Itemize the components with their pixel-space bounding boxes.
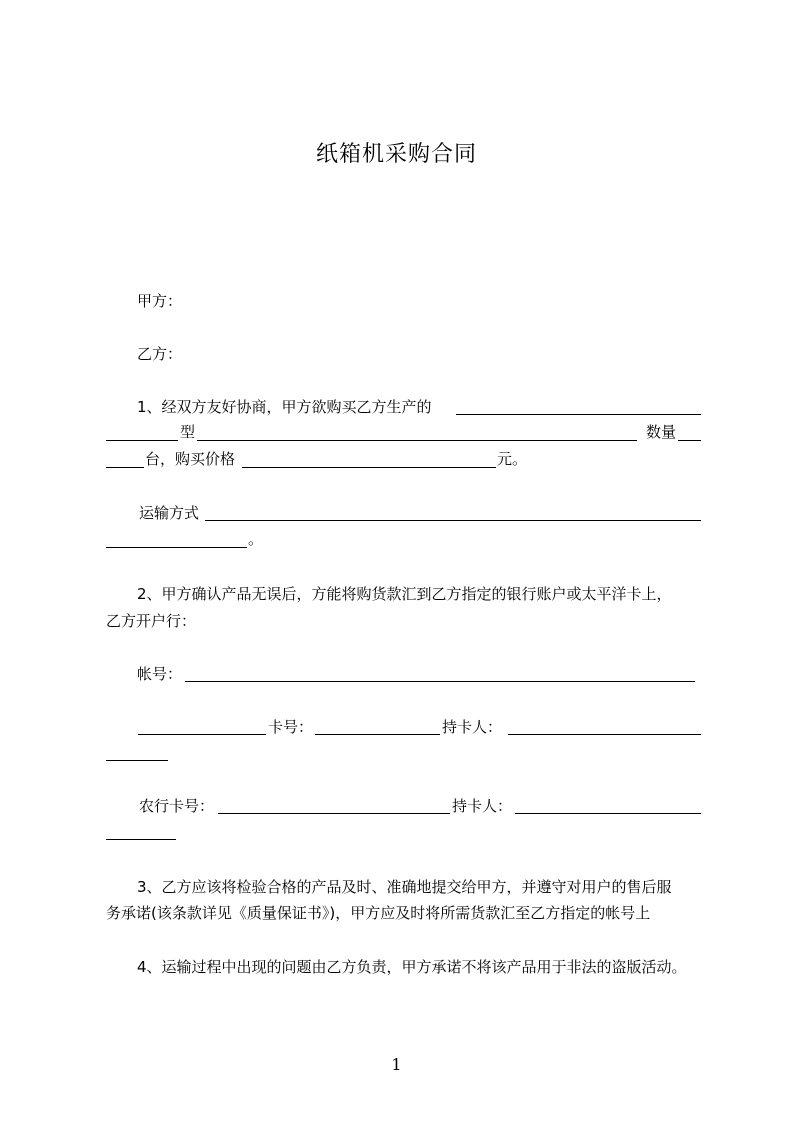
card-holder-blank-part1[interactable] bbox=[508, 734, 701, 735]
party-b-label: 乙方： bbox=[137, 345, 183, 363]
model-label: 型 bbox=[180, 423, 196, 441]
party-a-label: 甲方： bbox=[137, 292, 183, 310]
abc-card-number-blank[interactable] bbox=[218, 813, 450, 814]
quantity-blank-part2[interactable] bbox=[106, 467, 144, 468]
clause2-line2: 乙方开户行： bbox=[106, 612, 197, 630]
contract-title: 纸箱机采购合同 bbox=[315, 142, 477, 167]
account-blank[interactable] bbox=[185, 681, 695, 682]
price-blank[interactable] bbox=[242, 467, 496, 468]
quantity-label: 数量 bbox=[646, 423, 677, 441]
transport-blank-part1[interactable] bbox=[205, 520, 701, 521]
clause3-line2: 务承诺(该条款详见《质量保证书》)，甲方应及时将所需货款汇至乙方指定的帐号上 bbox=[106, 904, 651, 922]
model-spec-blank[interactable] bbox=[197, 440, 637, 441]
transport-end: 。 bbox=[248, 530, 264, 548]
clause3-line1: 3、乙方应该将检验合格的产品及时、准确地提交给甲方，并遵守对用户的售后服 bbox=[137, 878, 672, 896]
clause2-line1: 2、甲方确认产品无误后，方能将购货款汇到乙方指定的银行账户或太平洋卡上， bbox=[137, 585, 672, 603]
card-number-label: 卡号： bbox=[268, 718, 314, 736]
card-holder-blank-part2[interactable] bbox=[106, 760, 168, 761]
unit-price-label: 台，购买价格 bbox=[145, 450, 236, 468]
account-label: 帐号： bbox=[137, 665, 183, 683]
abc-card-holder-blank-part2[interactable] bbox=[106, 839, 176, 840]
abc-card-holder-blank-part1[interactable] bbox=[515, 813, 701, 814]
clause1-prefix: 1、经双方友好协商，甲方欲购买乙方生产的 bbox=[137, 398, 432, 416]
model-blank[interactable] bbox=[106, 440, 178, 441]
product-name-blank[interactable] bbox=[456, 414, 701, 415]
currency-label: 元。 bbox=[497, 450, 528, 468]
transport-label: 运输方式 bbox=[139, 504, 200, 522]
clause4-line1: 4、运输过程中出现的问题由乙方负责，甲方承诺不将该产品用于非法的盗版活动。 bbox=[137, 958, 687, 976]
bank-name-blank[interactable] bbox=[138, 734, 266, 735]
abc-card-holder-label: 持卡人： bbox=[452, 797, 513, 815]
card-holder-label: 持卡人： bbox=[442, 718, 503, 736]
abc-card-number-label: 农行卡号： bbox=[139, 797, 215, 815]
quantity-blank-part1[interactable] bbox=[678, 440, 701, 441]
transport-blank-part2[interactable] bbox=[106, 547, 247, 548]
page-number: 1 bbox=[391, 1055, 402, 1074]
card-number-blank[interactable] bbox=[315, 734, 440, 735]
